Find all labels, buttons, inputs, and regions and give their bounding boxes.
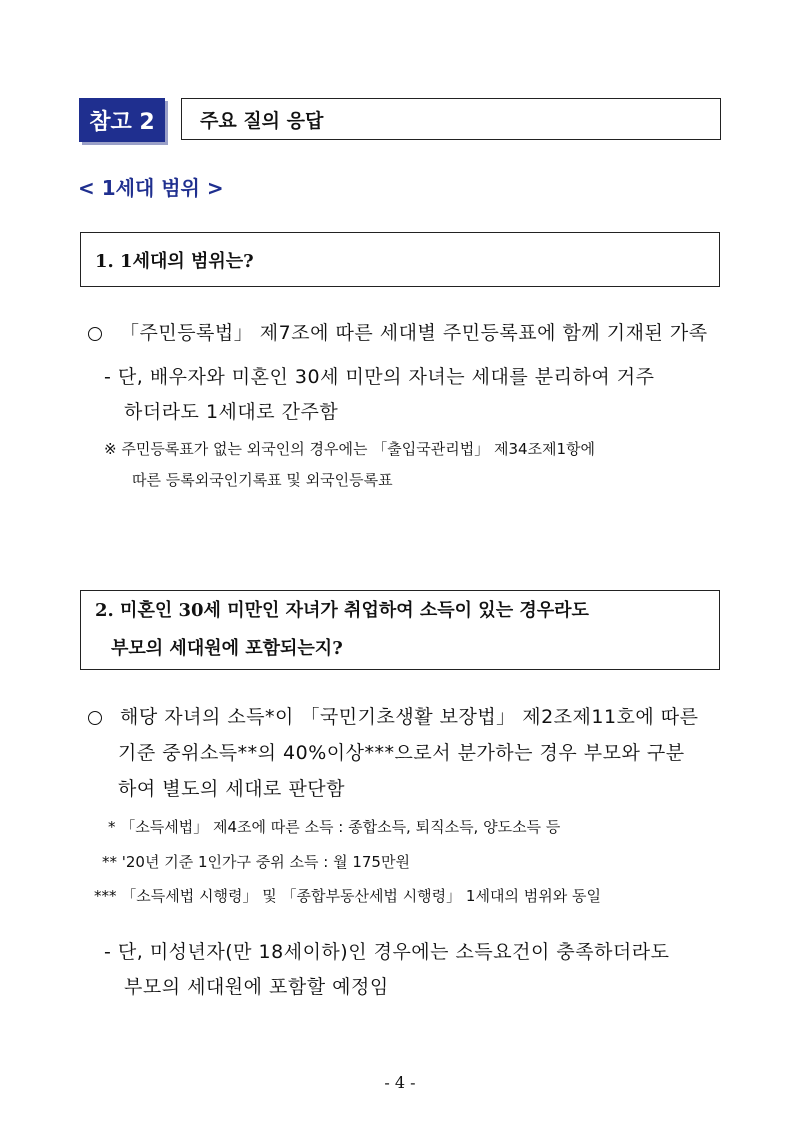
question-1-text: 1. 1세대의 범위는? <box>95 250 254 272</box>
question-2-line-2: 부모의 세대원에 포함되는지? <box>111 638 343 659</box>
answer-1-sub-line-1: - 단, 배우자와 미혼인 30세 미만의 자녀는 세대를 분리하여 거주 <box>104 366 655 388</box>
bullet-circle-icon <box>88 327 102 341</box>
footnote-1: * 「소득세법」 제4조에 따른 소득 : 종합소득, 퇴직소득, 양도소득 등 <box>108 818 561 836</box>
answer-1-main-text: 「주민등록법」 제7조에 따른 세대별 주민등록표에 함께 기재된 가족 <box>120 322 708 344</box>
footnote-2: ** '20년 기준 1인가구 중위 소득 : 월 175만원 <box>102 853 410 871</box>
footnote-3: *** 「소득세법 시행령」 및 「종합부동산세법 시행령」 1세대의 범위와 동일 <box>94 887 601 905</box>
answer-1-note-line-2: 따른 등록외국인기록표 및 외국인등록표 <box>132 471 393 489</box>
reference-badge: 참고 2 <box>79 98 165 142</box>
answer-1-sub-line-2: 하더라도 1세대로 간주함 <box>124 401 339 423</box>
question-1-box <box>80 232 720 287</box>
answer-1-note-line-1: ※ 주민등록표가 없는 외국인의 경우에는 「출입국관리법」 제34조제1항에 <box>104 440 596 458</box>
reference-title: 주요 질의 응답 <box>200 109 324 132</box>
answer-2-line-1 <box>88 702 699 729</box>
reference-title-box <box>181 98 721 140</box>
question-2-box <box>80 590 720 670</box>
answer-2-sub-line-1: - 단, 미성년자(만 18세이하)인 경우에는 소득요건이 충족하더라도 <box>104 941 670 963</box>
answer-2-line-3: 하여 별도의 세대로 판단함 <box>118 778 346 800</box>
answer-2-line-1-text: 해당 자녀의 소득*이 「국민기초생활 보장법」 제2조제11호에 따른 <box>120 706 699 728</box>
answer-1-main <box>88 318 708 345</box>
page-number: - 4 - <box>384 1073 416 1092</box>
section-heading: < 1세대 범위 > <box>78 176 224 200</box>
question-2-line-1: 2. 미혼인 30세 미만인 자녀가 취업하여 소득이 있는 경우라도 <box>95 600 589 621</box>
bullet-circle-icon <box>88 711 102 725</box>
answer-2-line-2: 기준 중위소득**의 40%이상***으로서 분가하는 경우 부모와 구분 <box>118 742 685 764</box>
answer-2-sub-line-2: 부모의 세대원에 포함할 예정임 <box>124 976 389 998</box>
